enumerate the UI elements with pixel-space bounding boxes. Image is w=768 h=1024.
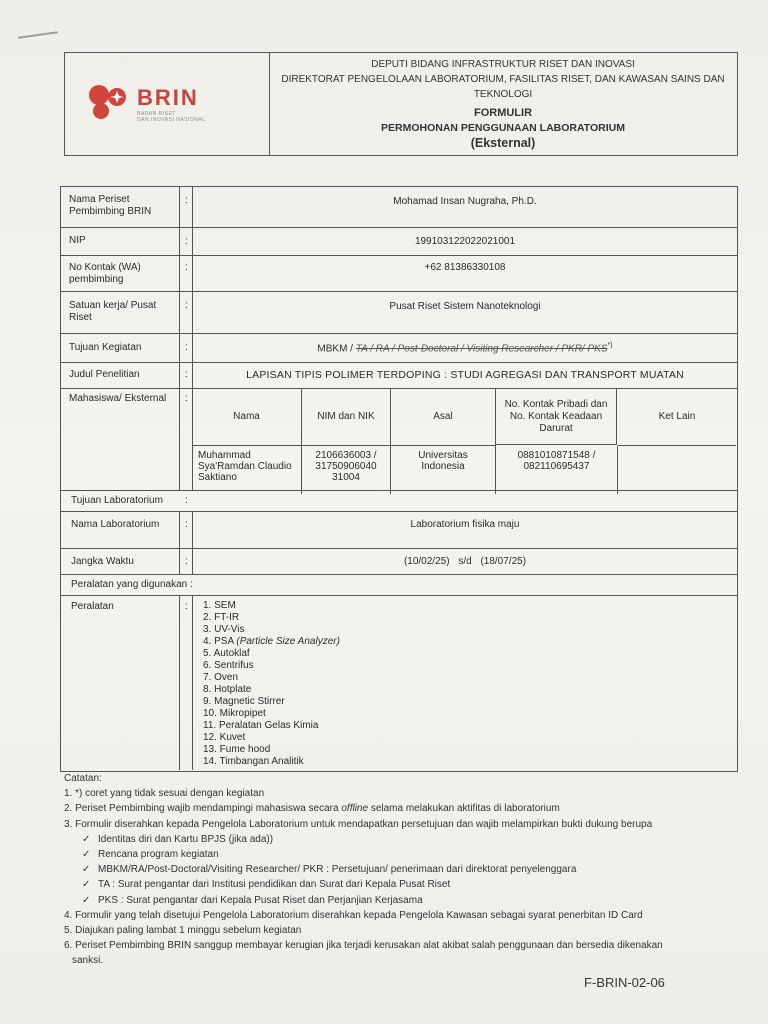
notes-section xyxy=(64,771,744,969)
notes-heading: Catatan: xyxy=(64,773,102,784)
lab-name-label: Nama Laboratorium xyxy=(71,519,160,530)
checklist-item: ✓ Identitas diri dan Kartu BPJS (jika ada)) xyxy=(64,832,744,847)
lab-name-row: Nama Laboratorium : Laboratorium fisika maju xyxy=(61,512,737,549)
col-header-contact: No. Kontak Pribadi dan No. Kontak Keadaan Darurat xyxy=(496,389,617,445)
equipment-item: 2. FT-IR xyxy=(203,612,240,623)
note-2: 2. Periset Pembimbing wajib mendampingi mahasiswa secara offline selama melakukan aktifitas di laboratorium xyxy=(64,803,560,815)
equipment-used-row xyxy=(61,575,737,596)
lab-purpose-row: Tujuan Laboratorium : xyxy=(61,491,737,512)
period-start: (10/02/25) xyxy=(403,556,450,567)
student-name: Muhammad Sya'Ramdan Claudio Saktiano xyxy=(192,446,302,494)
logo-cell xyxy=(65,53,270,155)
deputy-line: DEPUTI BIDANG INFRASTRUKTUR RISET DAN INOVASI xyxy=(371,59,635,70)
equipment-used-label: Peralatan yang digunakan : xyxy=(71,579,193,590)
student-label: Mahasiswa/ Eksternal xyxy=(69,393,167,404)
checkmark-icon: ✓ xyxy=(82,849,91,861)
note-6-cont: sanksi. xyxy=(72,955,104,967)
purpose-row: Tujuan Kegiatan : MBKM / TA / RA / Post-Doctoral / Visiting Researcher / PKR/ PKS*) xyxy=(61,334,737,363)
student-other xyxy=(618,446,736,494)
checkmark-icon: ✓ xyxy=(82,833,91,845)
equipment-item: 1. SEM xyxy=(203,600,236,611)
form-title: FORMULIR xyxy=(473,107,533,119)
period-end: (18/07/25) xyxy=(480,556,527,567)
note-6: 6. Periset Pembimbing BRIN sanggup membayar kerugian jika terjadi kerusakan alat akibat salah penggunaan dan bersedia dikenakan xyxy=(64,940,663,952)
pen-mark xyxy=(18,31,58,39)
note-1: 1. *) coret yang tidak sesuai dengan kegiatan xyxy=(64,788,265,800)
student-origin: Universitas Indonesia xyxy=(391,446,496,494)
equipment-item: 6. Sentrifus xyxy=(203,660,254,671)
checklist-item: ✓ PKS : Surat pengantar dari Kepala Pusat Riset dan Perjanjian Kerjasama xyxy=(64,893,744,908)
note-3: 3. Formulir diserahkan kepada Pengelola Laboratorium untuk mendapatkan persetujuan dan wajib melampirkan bukti dukung berupa xyxy=(64,818,653,830)
col-header-nim: NIM dan NIK xyxy=(302,389,391,446)
period-sep: s/d xyxy=(458,556,472,567)
unit-label: Satuan kerja/ Pusat Riset xyxy=(69,300,157,323)
equipment-item: 5. Autoklaf xyxy=(203,648,250,659)
nip-row: NIP : 199103122022021001 xyxy=(61,228,737,256)
equipment-list xyxy=(203,600,340,768)
contact-value: +62 81386330108 xyxy=(424,262,506,273)
research-title-label: Judul Penelitian xyxy=(69,369,140,380)
checklist-item: ✓ Rencana program kegiatan xyxy=(64,847,744,862)
header-text xyxy=(269,53,737,151)
equipment-item: 11. Peralatan Gelas Kimia xyxy=(203,720,319,731)
period-label: Jangka Waktu xyxy=(71,556,134,567)
equipment-item: 7. Oven xyxy=(203,672,239,683)
application-form-table xyxy=(60,186,738,772)
col-header-origin: Asal xyxy=(391,389,496,446)
note-5: 5. Diajukan paling lambat 1 minggu sebelum kegiatan xyxy=(64,925,302,937)
equipment-label: Peralatan xyxy=(71,601,114,612)
checkmark-icon: ✓ xyxy=(82,879,91,891)
form-header xyxy=(64,52,738,156)
student-nim: 2106636003 / 31750906040 31004 xyxy=(302,446,391,494)
purpose-label: Tujuan Kegiatan xyxy=(69,342,142,353)
equipment-item: 8. Hotplate xyxy=(203,684,252,695)
nip-value: 199103122022021001 xyxy=(414,236,516,247)
equipment-item: 14. Timbangan Analitik xyxy=(203,756,304,767)
col-header-name: Nama xyxy=(192,389,302,446)
nip-label: NIP xyxy=(69,235,86,246)
equipment-row: Peralatan : 1. SEM 2. FT-IR 3. UV-Vis 4. PSA (Particle Size Analyzer) 5. Autoklaf 6. Sentrifus 7. Oven 8. Hotplate 9. Magnetic Stirrer 10. Mikropipet 11. Peralatan Gelas Kimia 12. Kuvet 13. Fume hood 14. Timbangan Analitik xyxy=(61,596,737,770)
period-value xyxy=(193,556,737,567)
col-header-other: Ket Lain xyxy=(618,389,736,446)
unit-value: Pusat Riset Sistem Nanoteknologi xyxy=(389,301,541,312)
period-row: Jangka Waktu : (10/02/25) s/d (18/07/25) xyxy=(61,549,737,575)
form-subtitle: PERMOHONAN PENGGUNAAN LABORATORIUM xyxy=(380,122,626,134)
supervisor-value: Mohamad Insan Nugraha, Ph.D. xyxy=(393,196,537,207)
brin-logo-icon xyxy=(87,83,131,121)
equipment-item: 4. PSA (Particle Size Analyzer) xyxy=(203,636,340,647)
logo-text: BRIN xyxy=(137,85,199,110)
logo-subtitle: BADAN RISET DAN INOVASI NASIONAL xyxy=(137,111,206,123)
directorate-line-2: TEKNOLOGI xyxy=(473,89,533,100)
form-code: F-BRIN-02-06 xyxy=(584,975,665,990)
equipment-item: 9. Magnetic Stirrer xyxy=(203,696,285,707)
form-type: (Eksternal) xyxy=(470,136,536,150)
research-title-row: Judul Penelitian : LAPISAN TIPIS POLIMER TERDOPING : STUDI AGREGASI DAN TRANSPORT MUATAN xyxy=(61,363,737,389)
contact-label: No Kontak (WA) pembimbing xyxy=(69,262,141,285)
student-row: Mahasiswa/ Eksternal : Nama NIM dan NIK Asal No. Kontak Pribadi dan No. Kontak Keadaan Darurat Ket Lain Muhammad Sya'Ramdan Claudio Saktiano 2106636003 / 31750906040 31004 Universitas Indonesia 0881010871548 / 082110695437 xyxy=(61,389,737,491)
supervisor-label: Nama Periset Pembimbing BRIN xyxy=(69,194,152,217)
checklist-item: ✓ MBKM/RA/Post-Doctoral/Visiting Researcher/ PKR : Persetujuan/ penerimaan dari direktorat penyelenggara xyxy=(64,862,744,877)
lab-name-value: Laboratorium fisika maju xyxy=(410,519,520,530)
equipment-item: 12. Kuvet xyxy=(203,732,246,743)
attachment-checklist xyxy=(64,832,744,908)
unit-row: Satuan kerja/ Pusat Riset : Pusat Riset Sistem Nanoteknologi xyxy=(61,292,737,334)
supervisor-row: Nama Periset Pembimbing BRIN : Mohamad Insan Nugraha, Ph.D. xyxy=(61,187,737,228)
checklist-item: ✓ TA : Surat pengantar dari Institusi pendidikan dan Surat dari Kepala Pusat Riset xyxy=(64,877,744,892)
equipment-item: 3. UV-Vis xyxy=(203,624,245,635)
equipment-item: 10. Mikropipet xyxy=(203,708,266,719)
purpose-value: MBKM / TA / RA / Post-Doctoral / Visiting Researcher / PKR/ PKS*) xyxy=(317,342,613,355)
directorate-line: DIREKTORAT PENGELOLAAN LABORATORIUM, FASILITAS RISET, DAN KAWASAN SAINS DAN xyxy=(281,74,725,85)
research-title-value: LAPISAN TIPIS POLIMER TERDOPING : STUDI AGREGASI DAN TRANSPORT MUATAN xyxy=(246,369,684,381)
lab-purpose-label: Tujuan Laboratorium xyxy=(71,495,163,506)
student-contact: 0881010871548 / 082110695437 xyxy=(496,446,618,494)
checkmark-icon: ✓ xyxy=(82,894,91,906)
equipment-item: 13. Fume hood xyxy=(203,744,271,755)
contact-row: No Kontak (WA) pembimbing : +62 81386330108 xyxy=(61,256,737,292)
student-table xyxy=(192,389,737,501)
note-4: 4. Formulir yang telah disetujui Pengelola Laboratorium diserahkan kepada Pengelola Kawasan sebagai syarat penerbitan ID Card xyxy=(64,909,643,921)
checkmark-icon: ✓ xyxy=(82,864,91,876)
